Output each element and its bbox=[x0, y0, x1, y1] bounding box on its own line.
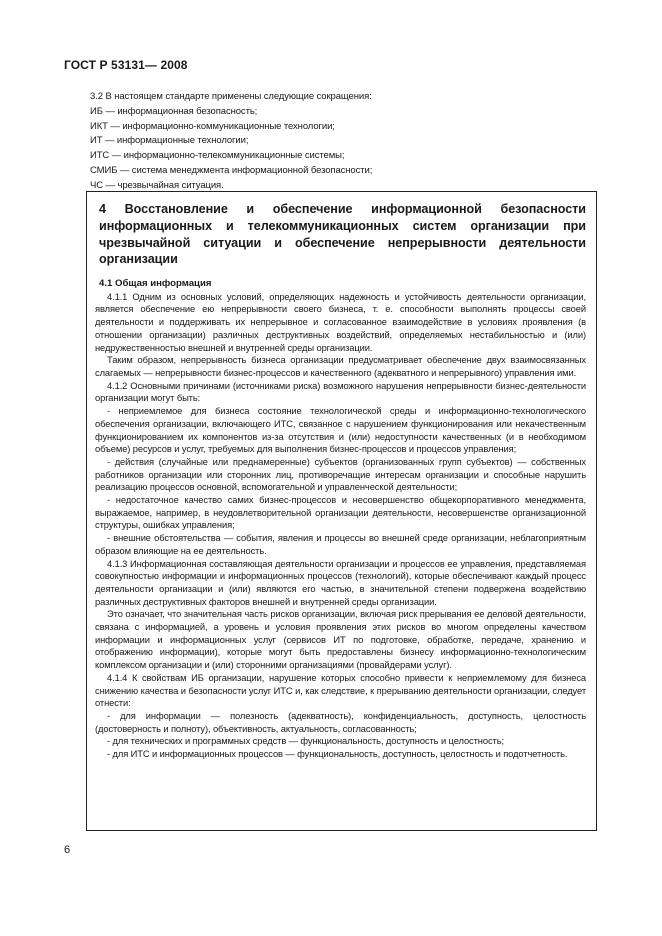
paragraph: - неприемлемое для бизнеса состояние технологической среды и информационно-технологического обеспечения организации, включающего ИТС, связанное с нарушением функционирования или некачественным функционированием их компонентов из-за отсутствия и (или) недоступности качественных (и в необходимом объеме) ресурсов и услуг, требуемых для выполнения бизнес-процессов и процессов управления; bbox=[95, 406, 586, 455]
abbreviation-item: ИКТ — информационно-коммуникационные технологии; bbox=[90, 120, 335, 132]
paragraph: 4.1.1 Одним из основных условий, определяющих надежность и устойчивость деятельности организации, является обеспечение ею непрерывности своего бизнеса, т. е. способности выполнять процессы своей деятельности и поддерживать их непрерывное и согласованное взаимодействие в условиях проявления (в отношении организации) различных деструктивных воздействий, определяемых нестабильностью и (или) недружественностью внешней и внутренней среды организации. bbox=[95, 291, 586, 353]
abbreviation-item: ИБ — информационная безопасность; bbox=[90, 105, 258, 117]
paragraph: 4.1.2 Основными причинами (источниками риска) возможного нарушения непрерывности бизнес-деятельности организации могут быть: bbox=[95, 380, 586, 404]
abbreviation-item: СМИБ — система менеджмента информационной безопасности; bbox=[90, 164, 373, 176]
abbreviation-item: ИТ — информационные технологии; bbox=[90, 135, 249, 147]
paragraph: - для информации — полезность (адекватность), конфиденциальность, доступность, целостность (достоверность и полноту), объективность, актуальность, согласованность; bbox=[95, 710, 586, 734]
paragraph: - внешние обстоятельства — события, явления и процессы во внешней среде организации, неблагоприятным образом влияющие на ее деятельность. bbox=[95, 533, 586, 556]
abbreviation-item: ЧС — чрезвычайная ситуация. bbox=[90, 179, 224, 191]
abbreviations-intro: 3.2 В настоящем стандарте применены следующие сокращения: bbox=[90, 91, 372, 102]
paragraph: Это означает, что значительная часть рисков организации, включая риск прерывания ее деловой деятельности, связана с информацией, а уровень и условия проявления этих рисков во многом определены качеством информации и информационных услуг (сервисов ИТ по подготовке, обработке, передаче, хранению и отображению информации), которые могут быть предоставлены бизнесу информационно-технологическим комплексом организации и (или) сторонними организациями (провайдерами услуг). bbox=[95, 609, 586, 671]
paragraph: Таким образом, непрерывность бизнеса организации предусматривает обеспечение двух взаимосвязанных слагаемых — непрерывности бизнес-процессов и качественного (адекватного и непрерывного) управления ими. bbox=[95, 355, 586, 378]
subsection-title: 4.1 Общая информация bbox=[99, 278, 212, 290]
paragraph: 4.1.3 Информационная составляющая деятельности организации и процессов ее управления, представляемая совокупностью информации и информационных процессов (технологий), которые обеспечивают каждый процесс деятельности организации и (или) являются его частью, в значительной степени подвержена воздействию различных деструктивных факторов внешней и внутренней среды организации. bbox=[95, 558, 586, 607]
paragraph: - действия (случайные или преднамеренные) субъектов (организованных групп субъектов) — собственных работников организации или сторонних лиц, противоречащие интересам организации и способные нарушить реализацию процессов основной, вспомогательной и управленческой деятельности; bbox=[95, 456, 586, 493]
section-title: 4 Восстановление и обеспечение информационной безопасности информационных и телекоммуникационных систем организации при чрезвычайной ситуации и обеспечение непрерывности деятельности организации bbox=[99, 202, 586, 267]
paragraph: - для технических и программных средств — функциональность, доступность и целостность; bbox=[107, 736, 504, 747]
page-number: 6 bbox=[64, 844, 71, 856]
abbreviation-item: ИТС — информационно-телекоммуникационные системы; bbox=[90, 150, 345, 162]
paragraph: - для ИТС и информационных процессов — функциональность, доступность, целостность и подотчетность. bbox=[107, 749, 568, 760]
abbreviations-block bbox=[90, 90, 610, 194]
section-frame bbox=[86, 191, 597, 831]
paragraph: - недостаточное качество самих бизнес-процессов и несовершенство общекорпоративного менеджмента, выражаемое, например, в неудовлетворительной организации деятельности, несовершенстве организационной структуры, ошибках управления; bbox=[95, 495, 586, 531]
document-header: ГОСТ Р 53131— 2008 bbox=[64, 58, 188, 72]
section-body bbox=[95, 291, 586, 761]
paragraph: 4.1.4 К свойствам ИБ организации, нарушение которых способно привести к неприемлемому для бизнеса снижению качества и безопасности услуг ИТС и, как следствие, к прерыванию деятельности организации, следует отнести: bbox=[95, 672, 586, 709]
